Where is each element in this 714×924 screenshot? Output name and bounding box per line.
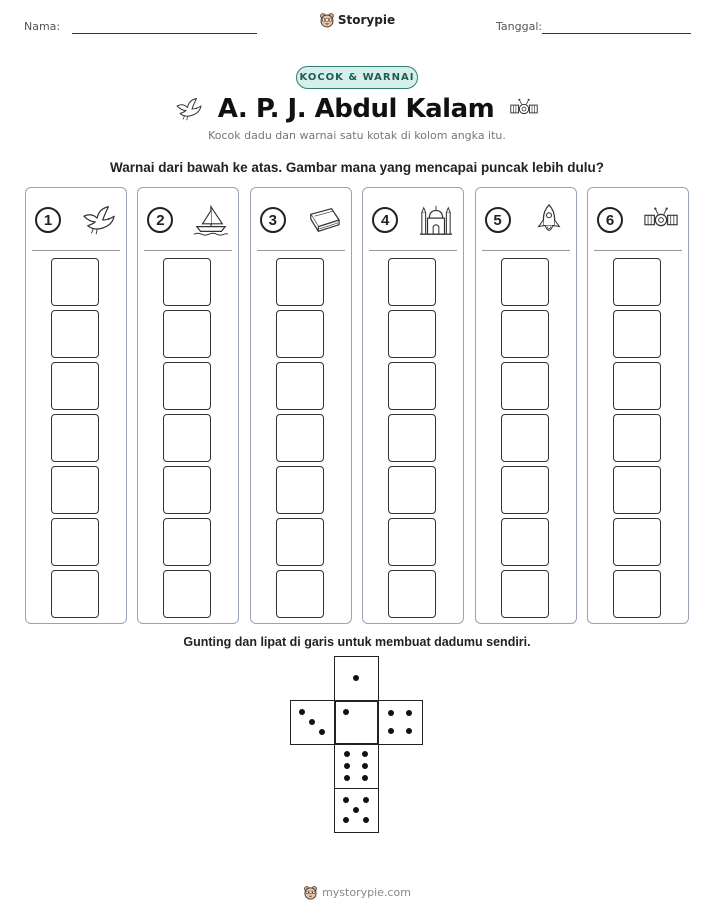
column-header [597,202,681,238]
die-face-back [334,788,379,833]
column-header [147,202,231,238]
die-face-right [378,700,423,745]
column-4 [362,187,464,624]
column-6 [587,187,689,624]
column-number: 6 [597,207,623,233]
color-box[interactable] [501,518,549,566]
die-pip [362,751,368,757]
satellite-icon [641,202,681,238]
die-pip [388,710,394,716]
die-pip [344,751,350,757]
book-icon [304,202,344,238]
color-box[interactable] [613,518,661,566]
die-pip [406,710,412,716]
footer-url: mystorypie.com [322,886,411,899]
die-pip [344,775,350,781]
color-box[interactable] [51,310,99,358]
column-divider [482,250,570,251]
footer [0,885,714,900]
dove-icon [79,202,119,238]
die-pip [353,675,359,681]
color-box[interactable] [276,518,324,566]
color-box[interactable] [501,310,549,358]
race-columns [25,187,689,624]
column-header [485,202,569,238]
page-subtitle: Kocok dadu dan warnai satu kotak di kolom angka itu. [208,129,506,142]
column-3 [250,187,352,624]
die-pip [343,817,349,823]
date-label: Tanggal: [496,20,543,33]
column-divider [369,250,457,251]
color-box[interactable] [501,414,549,462]
die-pip [362,763,368,769]
rocket-icon [529,202,569,238]
color-box[interactable] [388,570,436,618]
die-pip [353,807,359,813]
color-box[interactable] [388,518,436,566]
brand-name: Storypie [337,13,396,27]
column-1 [25,187,127,624]
brand-logo [0,12,714,28]
color-box[interactable] [613,258,661,306]
color-box[interactable] [388,362,436,410]
color-box[interactable] [613,362,661,410]
column-header [35,202,119,238]
name-label: Nama: [24,20,61,33]
color-box[interactable] [163,570,211,618]
column-divider [594,250,682,251]
column-header [260,202,344,238]
die-pip [388,728,394,734]
storypie-mascot-icon [319,12,335,28]
color-box[interactable] [613,466,661,514]
color-box[interactable] [276,466,324,514]
die-net [290,656,425,836]
column-2 [137,187,239,624]
column-divider [32,250,120,251]
die-pip [309,719,315,725]
color-box[interactable] [501,466,549,514]
activity-badge: KOCOK & WARNAI [296,66,418,89]
satellite-icon [508,95,540,123]
color-box[interactable] [51,466,99,514]
die-face-top [334,656,379,701]
sailboat-icon [191,202,231,238]
column-divider [257,250,345,251]
color-box[interactable] [163,414,211,462]
color-box[interactable] [163,518,211,566]
die-pip [344,763,350,769]
die-pip [406,728,412,734]
die-pip [363,817,369,823]
die-face-center [334,700,379,745]
title-row [0,92,714,126]
color-box[interactable] [163,258,211,306]
die-face-left [290,700,335,745]
color-box[interactable] [388,466,436,514]
storypie-mascot-icon [303,885,318,900]
color-box[interactable] [51,570,99,618]
column-divider [144,250,232,251]
mosque-icon [416,202,456,238]
color-box[interactable] [163,310,211,358]
date-line [542,33,691,34]
name-line [72,33,257,34]
color-box[interactable] [51,258,99,306]
column-number: 1 [35,207,61,233]
color-box[interactable] [276,414,324,462]
page-title: A. P. J. Abdul Kalam [217,94,495,124]
color-box[interactable] [276,258,324,306]
color-box[interactable] [276,362,324,410]
color-box[interactable] [501,258,549,306]
coloring-instruction: Warnai dari bawah ke atas. Gambar mana yang mencapai puncak lebih dulu? [110,160,604,175]
color-box[interactable] [613,570,661,618]
color-box[interactable] [613,310,661,358]
color-box[interactable] [51,518,99,566]
color-box[interactable] [501,570,549,618]
die-pip [362,775,368,781]
color-box[interactable] [388,310,436,358]
column-number: 3 [260,207,286,233]
color-box[interactable] [613,414,661,462]
color-box[interactable] [51,362,99,410]
dove-icon [174,95,204,123]
die-pip [343,709,349,715]
column-number: 2 [147,207,173,233]
cut-instruction: Gunting dan lipat di garis untuk membuat dadumu sendiri. [183,635,531,649]
color-box[interactable] [276,570,324,618]
color-box[interactable] [501,362,549,410]
color-box[interactable] [163,362,211,410]
die-pip [363,797,369,803]
die-face-bottom [334,744,379,789]
column-number: 4 [372,207,398,233]
color-box[interactable] [276,310,324,358]
column-number: 5 [485,207,511,233]
color-box[interactable] [163,466,211,514]
die-pip [319,729,325,735]
column-5 [475,187,577,624]
color-box[interactable] [51,414,99,462]
color-box[interactable] [388,258,436,306]
die-pip [343,797,349,803]
color-box[interactable] [388,414,436,462]
column-header [372,202,456,238]
die-pip [299,709,305,715]
